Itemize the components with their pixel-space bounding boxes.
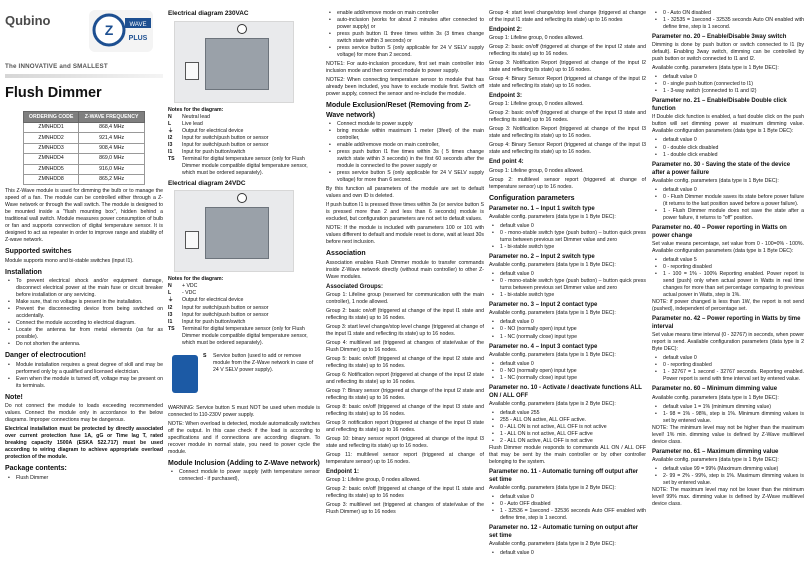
parameter-20-description: Dimming is done by push button or switch connected to I1 (by default). Enabling 3way switch, dimming can be controlled by push button or switch connected to I1 and I2. xyxy=(652,42,804,63)
list-item: • default value 5 xyxy=(652,257,804,264)
package-list xyxy=(5,475,163,482)
product-title: Flush Dimmer xyxy=(5,85,102,101)
note-key: I3 xyxy=(168,141,173,148)
note-key: ⏚ xyxy=(168,297,174,304)
inclusion-list xyxy=(168,469,320,483)
list-item: • default value 0 xyxy=(489,550,646,557)
note-row xyxy=(168,290,320,297)
list-item: Group 1: Lifeline group, 0 nodes allowed. xyxy=(326,477,421,484)
note-row xyxy=(168,312,320,319)
service-button-text: Service button (used to add or remove module from the Z-Wave network in case of 24 V SELV power supply). xyxy=(213,352,314,373)
note-value: - VDC xyxy=(182,290,197,297)
endpoint-2-heading: Endpoint 2: xyxy=(489,27,522,34)
auto-inclusion-note: NOTE1: For auto-inclusion procedure, first set main controller into inclusion mode and then connect module to power supply. xyxy=(326,61,484,75)
list-item: • Prevent the disconnecting device from being switched on accidentally. xyxy=(5,306,163,320)
list-item: Group 3: Notification Report (triggered at change of the input I3 state and reflecting its state) up to 16 nodes. xyxy=(489,126,646,140)
note-key: TS xyxy=(168,155,175,162)
cell: ZMNHDD1 xyxy=(24,123,79,133)
note-key: L xyxy=(168,290,172,297)
exclusion-list xyxy=(326,121,484,184)
notes-title: Notes for the diagram: xyxy=(168,276,224,283)
list-item: • bring module within maximum 1 meter (3feet) of the main controller, xyxy=(326,128,484,142)
note-key: L xyxy=(168,120,172,127)
list-item: Group 2: basic on/off (triggered at change of the input I1 state and reflecting its state) up to 16 nodes. xyxy=(326,307,484,321)
note-row xyxy=(168,297,320,304)
bulb-icon xyxy=(237,24,247,34)
switch-icon xyxy=(185,231,199,249)
list-item: • default value 0 xyxy=(489,494,646,501)
note-row xyxy=(168,283,320,290)
list-item: • 0 - double click disabled xyxy=(652,145,804,152)
notes-24v xyxy=(168,276,320,346)
note-row xyxy=(168,319,320,326)
ordering-header-code: ORDERING CODE xyxy=(24,112,79,123)
parameter-2-text: Available config. parameters (data type is 1 Byte DEC): xyxy=(489,262,616,269)
parameter-10-description: Flush Dimmer module responds to commands ALL ON / ALL OFF that may be sent by the main controller or by other controller belonging to the system. xyxy=(489,444,646,465)
table-row xyxy=(24,174,145,184)
module-image xyxy=(205,207,269,259)
parameter-3-list xyxy=(489,319,646,340)
parameter-20-list xyxy=(652,74,804,95)
note-value: Input for switch/push button or sensor xyxy=(182,311,269,318)
parameter-30-text: Available config. parameters (data type is 1 Byte DEC): xyxy=(652,177,779,184)
zwave-plus-logo xyxy=(89,10,153,52)
list-item: • 2 - ALL ON active, ALL OFF is not active xyxy=(489,438,646,445)
association-heading: Association xyxy=(326,250,366,258)
list-item: Group 2: basic on/off (triggered at change of the input I2 state and reflecting its state) up to 16 nodes. xyxy=(489,44,646,58)
note-key: I3 xyxy=(168,311,173,318)
list-item: • Even when the module is turned off, voltage may be present on its terminals. xyxy=(5,376,163,390)
list-item: • default value 0 xyxy=(652,137,804,144)
parameter-61-list xyxy=(652,466,804,487)
list-item: • default value 0 xyxy=(652,74,804,81)
list-item: • Connect the module according to electrical diagram. xyxy=(5,320,163,327)
parameter-61-note: NOTE: The maximum level may not be lower than the minimum level! 99% max. dimming value is defined by Z-Wave multilevel device class. xyxy=(652,486,804,507)
cell: 921,4 MHz xyxy=(79,133,145,143)
note-row xyxy=(168,121,320,128)
parameter-3-heading: Parameter no. 3 – Input 2 contact type xyxy=(489,302,598,309)
column-3 xyxy=(326,10,484,565)
list-item: • default value 0 xyxy=(489,361,646,368)
list-item: • press push button I1 five times within 3s ( 5 times change switch state within 3 seconds) in the first 60 seconds after the module is connected to the power supply or xyxy=(326,149,484,170)
list-item: • 0 - mono-stable switch type (push button) – button quick press turns between previous set Dimmer value and zero xyxy=(489,278,646,292)
endpoint-4-heading: End point 4: xyxy=(489,159,524,166)
parameter-10-text: Available config. parameters (data type is 2 Byte DEC): xyxy=(489,400,616,407)
list-item: • 1 - 32767 = 1 second - 32767 seconds. Reporting enabled. Power report is send with time interval set by entered value. xyxy=(652,369,804,383)
endpoint-1-heading: Endpoint 1: xyxy=(326,469,359,476)
parameter-42-heading: Parameter no. 42 – Power reporting in Watts by time interval xyxy=(652,316,801,331)
cell: ZMNHDD5 xyxy=(24,164,79,174)
note-row xyxy=(168,114,320,121)
parameter-42-text: Set value means time interval (0 - 32767) in seconds, when power report is send. Available configuration parameters (data type is 2 Byte DEC): xyxy=(652,332,804,353)
config-parameters-heading: Configuration parameters xyxy=(489,194,575,202)
note-text: Do not connect the module to loads exceeding recommended values. Connect the module only in accordance to the below diagrams. Improper connections may be dangerous. xyxy=(5,403,163,424)
danger-list xyxy=(5,362,163,390)
note-row xyxy=(168,142,320,149)
list-item: • default value 1 = 1% (minimum dimming value) xyxy=(652,404,804,411)
list-item: • Module installation requires a great degree of skill and may be performed only by a qualified and licensed electrician. xyxy=(5,362,163,376)
column-2 xyxy=(168,10,320,565)
supported-switches-text: Module supports mono and bi-stable switches (input I1). xyxy=(5,257,134,264)
service-button-note xyxy=(168,349,320,405)
note-key: I1 xyxy=(168,318,173,325)
list-item: • 0 - reporting disabled xyxy=(652,264,804,271)
list-item: • 1 - Flush Dimmer module does not save the state after a power failure, it returns to "off" position. xyxy=(652,208,804,222)
association-text: Association enables Flush Dimmer module to transfer commands inside Z-Wave network directly (without main controller) to other Z-Wave modules. xyxy=(326,259,484,280)
sensor-note: NOTE2: When connecting temperature sensor to module that has already been included, you have to exclude module first. Switch off power supply, connect the sensor and re-include the module. xyxy=(326,77,484,98)
note-value: Input for push button/switch xyxy=(182,148,246,155)
note-value: Output for electrical device xyxy=(182,127,244,134)
inclusion-heading: Module Inclusion (Adding to Z-Wave network) xyxy=(168,459,320,467)
parameter-10-heading: Parameter no. 10 - Activate / deactivate functions ALL ON / ALL OFF xyxy=(489,384,642,399)
parameter-11-text: Available config. parameters (data type is 2 Byte DEC): xyxy=(489,485,616,492)
list-item: • 1 - 100 = 1% - 100% Reporting enabled. Power report is send (push) only when actual power in Watts in real time changes for more than set percentage comparing to previous actual power in Watts, step is 1%. xyxy=(652,271,804,299)
list-item: • 1 - bi-stable switch type xyxy=(489,244,646,251)
list-item: Group 3: multilevel set (triggered at changes of state/value of the Flush Dimmer) up to 16 nodes xyxy=(326,502,484,516)
list-item: • 0 - NO (normally open) input type xyxy=(489,368,646,375)
list-item: Group 5: basic on/off (triggered at change of the input I2 state and reflecting its state) up to 16 nodes. xyxy=(326,356,484,370)
list-item: Group 4: Binary Sensor Report (triggered at change of the input I2 state and reflecting its state) up to 16 nodes. xyxy=(489,76,646,90)
parameter-61-heading: Parameter no. 61 – Maximum dimming value xyxy=(652,448,779,455)
list-item: Group 4: multilevel set (triggered at changes of state/value of the Flush Dimmer) up to 16 nodes. xyxy=(326,340,484,354)
exclusion-text-1: By this function all parameters of the module are set to default values and own ID is deleted. xyxy=(326,186,484,200)
note-key: I2 xyxy=(168,304,173,311)
list-item: • 1 - 32536 = 1second - 32536 seconds Auto OFF enabled with define time, step is 1 second. xyxy=(489,508,646,522)
list-item: Group 2: basic on/off (triggered at change of the input I3 state and reflecting its state) up to 16 nodes. xyxy=(489,110,646,124)
note-key: ⏚ xyxy=(168,127,174,134)
list-item: • 1 - 32535 = 1second - 32535 seconds Auto ON enabled with define time, step is 1 second. xyxy=(652,17,804,31)
cell: 869,0 MHz xyxy=(79,154,145,164)
list-item: • Connect module to power supply (with temperature sensor connected - if purchased), xyxy=(168,469,320,483)
table-row xyxy=(24,123,145,133)
divider xyxy=(5,74,163,78)
parameter-40-list xyxy=(652,257,804,299)
list-item: Group 6: Notification report (triggered at change of the input I2 state and reflecting its state) up to 16 nodes. xyxy=(326,372,484,386)
list-item: • default value 0 xyxy=(652,187,804,194)
list-item: Group 1: Lifeline group, 0 nodes allowed. xyxy=(489,35,584,42)
parameter-12-text: Available config. parameters (data type is 2 Byte DEC): xyxy=(489,541,616,548)
parameter-12-list-continued xyxy=(652,10,804,31)
ordering-header-frequency: Z-WAVE FREQUENCY xyxy=(79,112,145,123)
list-item: • 1 - 3-way switch (connected to I1 and I2) xyxy=(652,88,804,95)
exclusion-text-2: If push button I1 is pressed three times within 3s (or service button S is pressed more than 2 and less than 6 seconds) module is excluded, but configuration parameters are not set to default values. xyxy=(326,202,484,223)
list-item: Group 4: Binary Sensor Report (triggered at change of the input I3 state and reflecting its state) up to 16 nodes. xyxy=(489,142,646,156)
parameter-20-heading: Parameter no. 20 – Enable/Disable 3way switch xyxy=(652,34,787,41)
list-item: Group 3: start level change/stop level change (triggered at change of the input I1 state and reflecting its state) up to 16 nodes. xyxy=(326,323,484,337)
tagline: The INNOVATIVE and SMALLEST xyxy=(5,63,108,70)
parameter-60-heading: Parameter no. 60 – Minimum dimming value xyxy=(652,386,778,393)
list-item: • press service button S (only applicable for 24 V SELV supply voltage) for more than 2 second. xyxy=(326,45,484,59)
parameter-2-list xyxy=(489,271,646,299)
parameter-21-description: If Double click function is enabled, a fast double click on the push button will set dimming power at maximum dimming value. Available configuration parameters (data type is 1 Byte DEC): xyxy=(652,114,804,135)
list-item: Group 10: binary sensor report (triggered at change of the input I3 state and reflecting its state) up to 16 nodes. xyxy=(326,436,484,450)
note-row xyxy=(168,128,320,135)
list-item: Group 7: Binary sensor (triggered at change of the input I2 state and reflecting its state) up to 16 nodes. xyxy=(326,388,484,402)
list-item: • 0 - Auto ON disabled xyxy=(652,10,804,17)
note-key: I1 xyxy=(168,148,173,155)
note-row xyxy=(168,149,320,156)
fuse-warning: Electrical installation must be protected by directly associated over current protection fuse 1A, gG or Time lag T, rated breaking capacity 1500A (ESKA 522.717) must be used according to wiring diagram to achieve appropriate overload protection of the module. xyxy=(5,426,163,461)
list-item: • 1 - bi-stable switch type xyxy=(489,292,646,299)
list-item: • 2- 99 = 2% - 99%, step is 1%. Maximum dimming values is set by entered value. xyxy=(652,473,804,487)
parameter-3-text: Available config. parameters (data type is 1 Byte DEC): xyxy=(489,310,616,317)
parameter-30-heading: Parameter no. 30 - Saving the state of the device after a power failure xyxy=(652,161,791,176)
list-item: Group 1: Lifeline group (reserved for communication with the main controller), 1 node allowed. xyxy=(326,291,484,305)
wiring-diagram-24v xyxy=(174,190,294,272)
list-item: Group 3: Notification Report (triggered at change of the input I2 state and reflecting its state) up to 16 nodes. xyxy=(489,60,646,74)
cell: 868,4 MHz xyxy=(79,123,145,133)
parameter-40-note: NOTE: if power changed is less than 1W, the report is not send (pushed), independent of percentage set. xyxy=(652,299,804,313)
service-button-image xyxy=(172,355,198,393)
list-item: • default value 0 xyxy=(489,223,646,230)
column-1-text xyxy=(5,188,163,484)
parameter-11-list xyxy=(489,494,646,522)
note-key: TS xyxy=(168,325,175,332)
ordering-table xyxy=(23,111,145,185)
parameter-11-heading: Parameter no. 11 - Automatic turning off output after set time xyxy=(489,469,639,484)
list-item: • enable add/remove mode on main controller, xyxy=(326,142,484,149)
list-item: Group 8: basic on/off (triggered at change of the input I3 state and reflecting its state) up to 16 nodes. xyxy=(326,404,484,418)
list-item: • 1 - NC (normally close) input type xyxy=(489,375,646,382)
overload-note: NOTE: When overload is detected, module automatically switches off the output. In this case check if the load is according to specifications and if connections are according diagram. To recover module in normal state, you need to power cycle the module. xyxy=(168,420,320,455)
parameter-30-list xyxy=(652,187,804,222)
exclusion-heading: Module Exclusion/Reset (Removing from Z-Wave network) xyxy=(326,102,471,119)
parameter-60-note: NOTE: The minimum level may not be higher than the maximum level! 1% min. dimming value is defined by Z-Wave multilevel device class. xyxy=(652,424,804,445)
bulb-icon xyxy=(237,193,247,203)
associated-groups-heading: Associated Groups: xyxy=(326,283,384,290)
note-row xyxy=(168,156,320,177)
parameter-1-text: Available config. parameters (data type is 1 Byte DEC): xyxy=(489,214,616,221)
parameter-1-list xyxy=(489,223,646,251)
list-item: • default value 0 xyxy=(652,355,804,362)
list-item: Group 1: Lifeline group, 0 nodes allowed. xyxy=(489,101,584,108)
note-key: N xyxy=(168,283,172,290)
table-row xyxy=(24,154,145,164)
svg-text:Z: Z xyxy=(104,22,114,38)
warning-text: WARNING: Service button S must NOT be used when module is connected to 110-230V power supply. xyxy=(168,404,320,418)
list-item: • 1- 98 = 1% - 98%, step is 1%. Minimum dimming values is set by entered value. xyxy=(652,411,804,425)
groups-list xyxy=(326,292,484,466)
cell: 908,4 MHz xyxy=(79,143,145,153)
list-item: • 0 - Flush Dimmer module saves its state before power failure (it returns to the last position saved before a power failure). xyxy=(652,194,804,208)
list-item: • 1 - ALL ON is not active, ALL OFF active xyxy=(489,431,646,438)
list-item: • 0 - Auto OFF disabled xyxy=(489,501,646,508)
cell: 865,2 MHz xyxy=(79,174,145,184)
list-item: Group 1: Lifeline group, 0 nodes allowed. xyxy=(489,167,584,174)
note-value: Terminal for digital temperature sensor (only for Flush Dimmer module compatible digital temperature sensor, which must be ordered separately). xyxy=(182,325,308,346)
danger-heading: Danger of electrocution! xyxy=(5,352,86,360)
note-value: + VDC xyxy=(182,283,198,290)
wiring-diagram-230v xyxy=(174,21,294,103)
package-heading: Package contents: xyxy=(5,465,67,473)
list-item: • Connect module to power supply xyxy=(326,121,484,128)
list-item: • enable add/remove mode on main controller xyxy=(326,10,484,17)
parameter-60-list xyxy=(652,404,804,425)
parameter-40-text: Set value means percentage, set value from 0 - 100=0% - 100%. Available configuration parameters (data type is 1 Byte DEC): xyxy=(652,241,804,255)
list-item: • Make sure, that no voltage is present in the installation. xyxy=(5,299,163,306)
exclusion-text-3: NOTE: If the module is included with parameters 100 or 101 with values different to default and module reset is done, wait at least 30s before next inclusion. xyxy=(326,225,484,246)
parameter-4-heading: Parameter no. 4 – Input 3 contact type xyxy=(489,343,598,350)
table-row xyxy=(24,143,145,153)
parameter-4-list xyxy=(489,361,646,382)
note-key: I2 xyxy=(168,134,173,141)
note-value: Input for switch/push button or sensor xyxy=(182,141,269,148)
parameter-2-heading: Parameter no. 2 – Input 2 switch type xyxy=(489,254,595,261)
note-heading: Note! xyxy=(5,393,23,401)
list-item: • Flush Dimmer xyxy=(5,475,163,482)
cell: ZMNHDD8 xyxy=(24,174,79,184)
installation-heading: Installation xyxy=(5,268,42,276)
supported-switches-heading: Supported switches xyxy=(5,248,72,256)
parameter-61-text: Available config. parameters (data type is 1 Byte DEC): xyxy=(652,456,779,463)
note-row xyxy=(168,135,320,142)
list-item: • 255 - ALL ON active, ALL OFF active. xyxy=(489,417,646,424)
list-item: • To prevent electrical shock and/or equipment damage, disconnect electrical power at the main fuse or circuit breaker before installation or any servicing. xyxy=(5,278,163,299)
list-item: • 0 - reporting disabled xyxy=(652,362,804,369)
parameter-21-heading: Parameter no. 21 – Enable/Disable Double click function xyxy=(652,98,787,113)
parameter-12-list xyxy=(489,550,646,557)
note-value: Input for switch/push button or sensor xyxy=(182,134,269,141)
note-value: Terminal for digital temperature sensor (only for Flush Dimmer module compatible digital temperature sensor, which must be ordered separately). xyxy=(182,155,308,176)
parameter-60-text: Available config. parameters (data type is 1 Byte DEC): xyxy=(652,394,779,401)
installation-list xyxy=(5,278,163,348)
inclusion-list-continued xyxy=(326,10,484,59)
list-item: • 0 - NO (normally open) input type xyxy=(489,326,646,333)
parameter-40-heading: Parameter no. 40 – Power reporting in Watts on power change xyxy=(652,224,787,239)
note-value: Input for switch/push button or sensor xyxy=(182,304,269,311)
note-value: Live lead xyxy=(182,120,203,127)
parameter-4-text: Available config. parameters (data type is 1 Byte DEC): xyxy=(489,351,616,358)
endpoint-3-heading: Endpoint 3: xyxy=(489,93,522,100)
list-item: Group 11: multilevel sensor report (triggered at change of temperature sensor) up to 16 nodes. xyxy=(326,452,484,466)
list-item: • Locate the antenna far from metal elements (as far as possible). xyxy=(5,327,163,341)
list-item: Group 2: multilevel sensor report (triggered at change of temperature sensor) up to 16 nodes. xyxy=(489,176,646,190)
switch-icon xyxy=(185,62,199,80)
parameter-12-heading: Parameter no. 12 - Automatic turning on output after set time xyxy=(489,525,639,540)
module-image xyxy=(205,38,269,90)
list-item: Group 2: basic on/off (triggered at change of the input I1 state and reflecting its state) up to 16 nodes xyxy=(326,486,484,500)
parameter-1-heading: Parameter no. 1 – Input 1 switch type xyxy=(489,206,595,213)
parameter-42-list xyxy=(652,355,804,383)
note-row xyxy=(168,326,320,347)
cell: ZMNHDD4 xyxy=(24,154,79,164)
column-4 xyxy=(489,10,646,565)
diagram-24v-title: Electrical diagram 24VDC xyxy=(168,179,246,187)
column-5 xyxy=(652,10,804,565)
cell: ZMNHDD2 xyxy=(24,133,79,143)
list-item: • default value 0 xyxy=(489,271,646,278)
table-row xyxy=(24,164,145,174)
list-item: Group 4: start level change/stop level change (triggered at change of the input I1 state and reflecting its state) up to 16 nodes xyxy=(489,10,646,24)
svg-text:WAVE: WAVE xyxy=(129,22,147,28)
parameter-20-text: Available config. parameters (data type is 1 Byte DEC): xyxy=(652,65,779,72)
parameter-10-list xyxy=(489,410,646,445)
note-key: N xyxy=(168,113,172,120)
list-item: • 0 - ALL ON is not active, ALL OFF is not active xyxy=(489,424,646,431)
list-item: • default value 255 xyxy=(489,410,646,417)
list-item: • 0 - mono-stable switch type (push button) – button quick press turns between previous set Dimmer value and zero xyxy=(489,230,646,244)
list-item: • default value 99 = 99% (Maximum dimming value) xyxy=(652,466,804,473)
brand-logo: Qubino xyxy=(5,13,51,28)
service-button-label: S xyxy=(203,352,207,359)
list-item: • 1 - double click enabled xyxy=(652,152,804,159)
list-item: • press push button I1 three times within 3s (3 times change switch state within 3 seconds) or xyxy=(326,31,484,45)
notes-230v xyxy=(168,107,320,177)
note-value: Neutral lead xyxy=(182,113,210,120)
notes-title: Notes for the diagram: xyxy=(168,106,224,113)
cell: ZMNHDD3 xyxy=(24,143,79,153)
cell: 916,0 MHz xyxy=(79,164,145,174)
list-item: • default value 0 xyxy=(489,319,646,326)
column-1 xyxy=(5,10,163,565)
svg-text:PLUS: PLUS xyxy=(128,35,148,42)
diagram-230v-title: Electrical diagram 230VAC xyxy=(168,10,249,17)
parameter-21-list xyxy=(652,137,804,158)
list-item: • auto-inclusion (works for about 2 minutes after connected to power supply) or xyxy=(326,17,484,31)
note-value: Input for push button/switch xyxy=(182,318,246,325)
list-item: • 0 - single push button (connected to I1) xyxy=(652,81,804,88)
list-item: • 1 - NC (normally close) input type xyxy=(489,334,646,341)
list-item: • press service button S (only applicable for 24 V SELV supply voltage) for more than 6 second. xyxy=(326,170,484,184)
list-item: • Do not shorten the antenna. xyxy=(5,341,163,348)
note-row xyxy=(168,305,320,312)
list-item: Group 9: notification report (triggered at change of the input I3 state and reflecting its state) up to 16 nodes. xyxy=(326,420,484,434)
intro-paragraph: This Z-Wave module is used for dimming the bulb or to manage the speed of a fan. The module can be controlled either through a Z-Wave network or through the wall switch. The module is designed to be mounted inside a "flush mounting box", hidden behind a traditional wall switch. Module measures power consumption of bulb or fan and supports connection of digital temperature sensor. It is designed to act as repeater in order to improve range and stability of Z-wave network. xyxy=(5,188,163,244)
table-row xyxy=(24,133,145,143)
note-value: Output for electrical device xyxy=(182,297,244,304)
